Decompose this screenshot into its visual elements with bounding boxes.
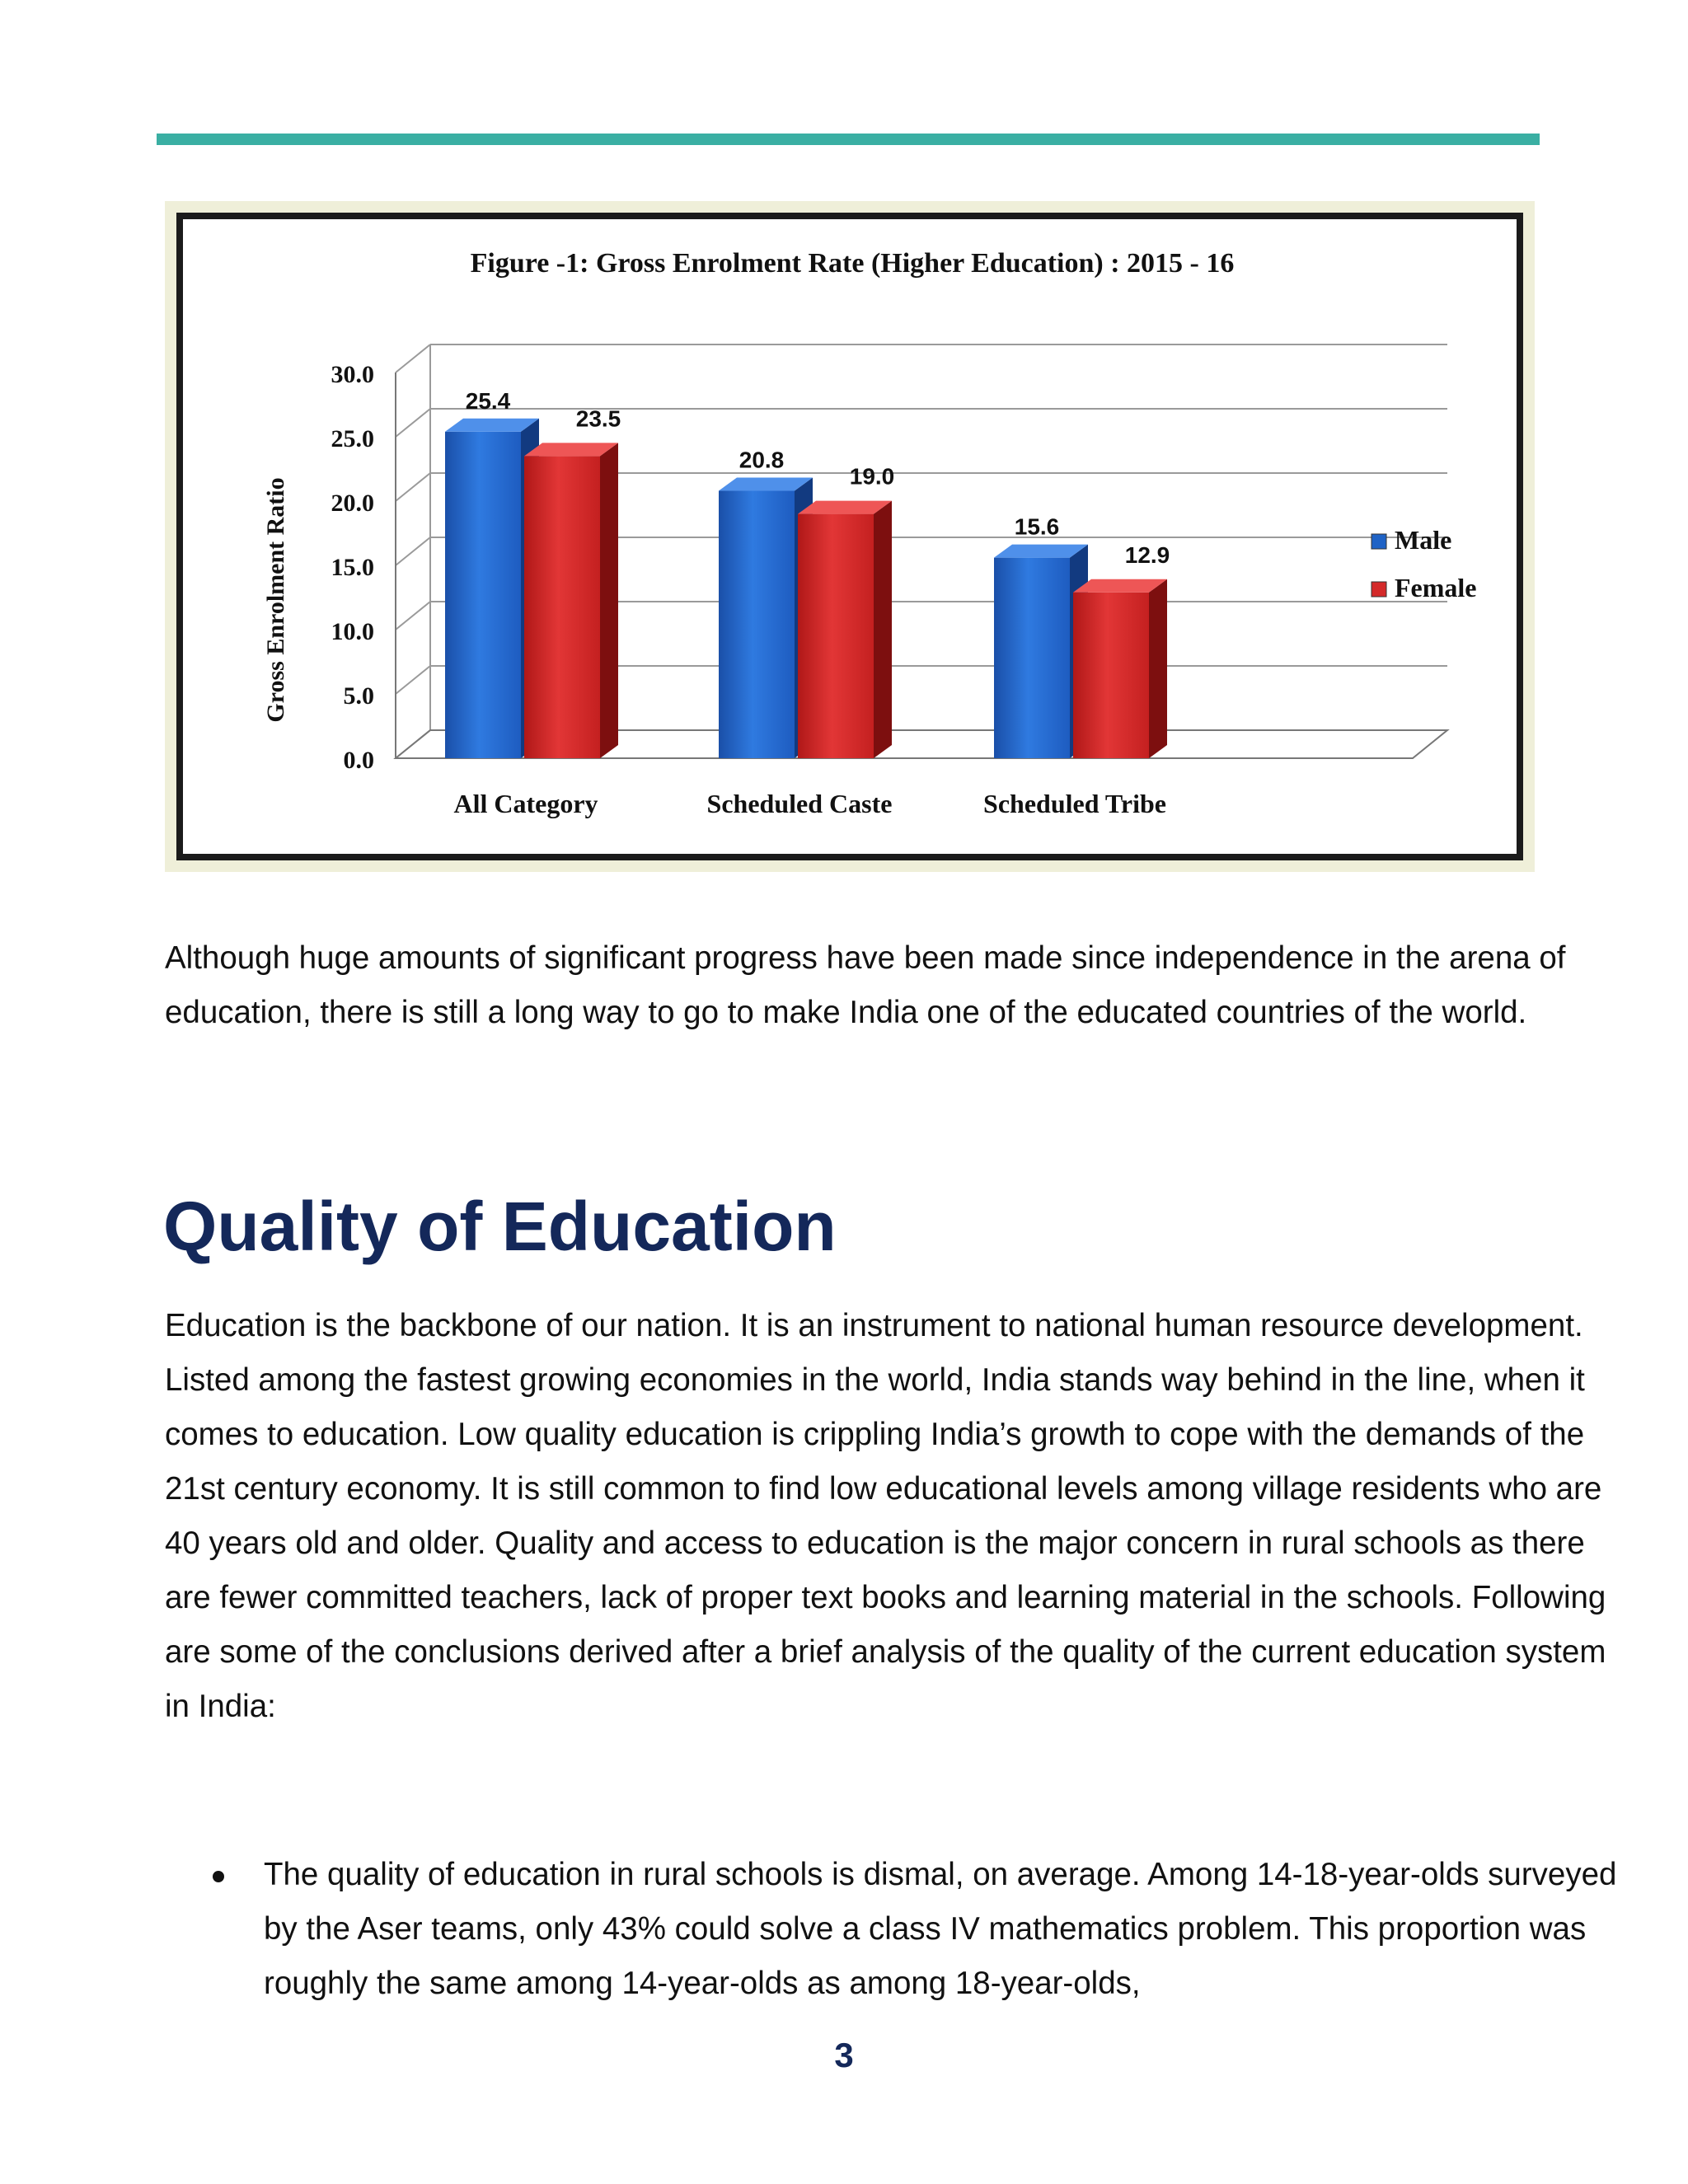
y-tick-label: 15.0: [331, 554, 374, 581]
header-rule: [157, 134, 1540, 145]
bar-male: [445, 432, 521, 758]
bar-side: [600, 443, 618, 758]
y-tick-label: 30.0: [331, 361, 374, 388]
data-label: 15.6: [1014, 513, 1060, 540]
section-heading: Quality of Education: [163, 1188, 837, 1265]
list-item: [165, 1848, 1640, 2011]
chart-title: Figure -1: Gross Enrolment Rate (Higher Education) : 2015 - 16: [470, 248, 1235, 279]
gridline-side: [396, 602, 430, 630]
y-axis-label: Gross Enrolment Ratio: [262, 477, 289, 723]
gridline-side: [396, 409, 430, 437]
data-label: 23.5: [575, 405, 621, 432]
bar-side: [1149, 579, 1167, 758]
figure-frame: [165, 201, 1535, 872]
gridline-side: [396, 666, 430, 694]
y-tick-label: 10.0: [331, 618, 374, 645]
bar-female: [524, 456, 600, 758]
section-paragraph: Education is the backbone of our nation. It is an instrument to national human resource development. Listed among the fastest growing economies in the world, India stands way behind in the line, when it comes to education. Low quality education is crippling India’s growth to cope with the demands of the 21st century economy. It is still common to find low educational levels among village residents who are 40 years old and older. Quality and access to education is the major concern in rural schools as there are fewer committed teachers, lack of proper text books and learning material in the schools. Following are some of the conclusions derived after a brief analysis of the quality of the current education system in India:: [165, 1308, 1606, 1724]
gridline-side: [396, 473, 430, 501]
data-label: 25.4: [465, 387, 511, 414]
bar-side: [874, 501, 892, 758]
intro-paragraph: Although huge amounts of significant progress have been made since independence in the arena of education, there is still a long way to go to make India one of the educated countries of the world.: [165, 940, 1566, 1030]
y-tick-label: 0.0: [343, 747, 374, 774]
y-tick-label: 25.0: [331, 425, 374, 452]
bullet-list: [165, 1848, 1640, 2011]
data-label: 12.9: [1124, 541, 1170, 568]
gridline-side: [396, 344, 430, 373]
bullet-text: The quality of education in rural schools is dismal, on average. Among 14-18-year-olds surveyed by the Aser teams, only 43% could solve a class IV mathematics problem. This proportion was roughly the same among 14-year-olds as among 18-year-olds,: [264, 1857, 1617, 2001]
bar-male: [719, 491, 795, 758]
bar-chart: [183, 219, 1517, 854]
x-tick-label: Scheduled Tribe: [983, 789, 1166, 818]
y-tick-label: 20.0: [331, 490, 374, 517]
legend-swatch: [1372, 534, 1386, 549]
figure-chart: [176, 213, 1523, 860]
legend-swatch: [1372, 582, 1386, 597]
x-tick-label: All Category: [453, 789, 598, 818]
legend-label: Male: [1395, 525, 1452, 555]
data-label: 20.8: [738, 447, 785, 473]
x-tick-label: Scheduled Caste: [706, 789, 893, 818]
bar-female: [1073, 593, 1149, 758]
legend-label: Female: [1395, 573, 1477, 602]
gridline-side: [396, 537, 430, 565]
data-label: 19.0: [849, 463, 895, 490]
bullet-icon: [213, 1871, 224, 1882]
page-number: 3: [834, 2036, 854, 2074]
bar-female: [798, 514, 874, 758]
y-tick-label: 5.0: [343, 682, 374, 710]
bar-male: [994, 558, 1070, 758]
